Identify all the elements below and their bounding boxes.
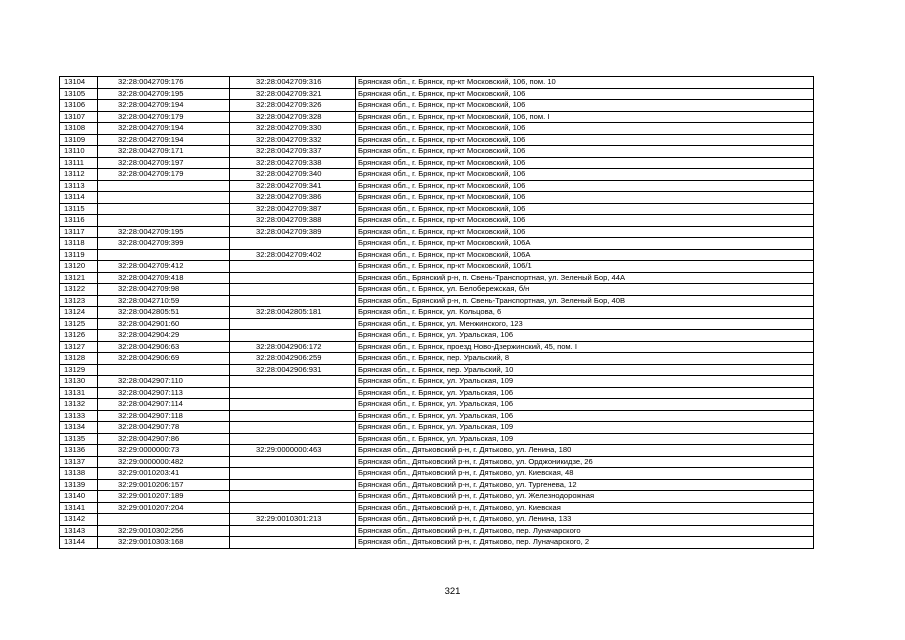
row-number-cell: 13135	[60, 433, 98, 445]
related-cadastral-number-cell	[230, 410, 356, 422]
related-cadastral-number-cell: 32:28:0042709:402	[230, 249, 356, 261]
cadastral-number-cell: 32:29:0010303:168	[98, 537, 230, 549]
related-cadastral-number-cell	[230, 284, 356, 296]
related-cadastral-number-cell	[230, 491, 356, 503]
cadastral-number-cell: 32:28:0042709:179	[98, 169, 230, 181]
related-cadastral-number-cell	[230, 261, 356, 273]
related-cadastral-number-cell: 32:28:0042709:332	[230, 134, 356, 146]
address-cell: Брянская обл., г. Брянск, пр-кт Московский, 106	[356, 226, 814, 238]
related-cadastral-number-cell: 32:28:0042709:387	[230, 203, 356, 215]
table-row	[60, 111, 814, 123]
cadastral-number-cell: 32:28:0042907:86	[98, 433, 230, 445]
table-row	[60, 123, 814, 135]
address-cell: Брянская обл., Брянский р-н, п. Свень-Транспортная, ул. Зеленый Бор, 40В	[356, 295, 814, 307]
row-number-cell: 13142	[60, 514, 98, 526]
row-number-cell: 13116	[60, 215, 98, 227]
cadastral-number-cell: 32:28:0042709:195	[98, 226, 230, 238]
table-row	[60, 364, 814, 376]
row-number-cell: 13112	[60, 169, 98, 181]
address-cell: Брянская обл., г. Брянск, ул. Уральская, 109	[356, 376, 814, 388]
table-row	[60, 491, 814, 503]
table-row	[60, 226, 814, 238]
cadastral-number-cell: 32:28:0042901:60	[98, 318, 230, 330]
address-cell: Брянская обл., Дятьковский р-н, г. Дятьково, ул. Железнодорожная	[356, 491, 814, 503]
related-cadastral-number-cell	[230, 295, 356, 307]
cadastral-number-cell	[98, 249, 230, 261]
table-row	[60, 307, 814, 319]
table-row	[60, 445, 814, 457]
related-cadastral-number-cell	[230, 422, 356, 434]
related-cadastral-number-cell: 32:28:0042709:321	[230, 88, 356, 100]
row-number-cell: 13109	[60, 134, 98, 146]
cadastral-number-cell	[98, 203, 230, 215]
address-cell: Брянская обл., г. Брянск, пр-кт Московский, 106А	[356, 238, 814, 250]
row-number-cell: 13104	[60, 77, 98, 89]
table-row	[60, 341, 814, 353]
row-number-cell: 13140	[60, 491, 98, 503]
address-cell: Брянская обл., Дятьковский р-н, г. Дятьково, ул. Тургенева, 12	[356, 479, 814, 491]
cadastral-number-cell: 32:28:0042907:110	[98, 376, 230, 388]
property-table	[59, 76, 814, 549]
row-number-cell: 13122	[60, 284, 98, 296]
related-cadastral-number-cell: 32:28:0042709:338	[230, 157, 356, 169]
row-number-cell: 13124	[60, 307, 98, 319]
cadastral-number-cell: 32:28:0042709:179	[98, 111, 230, 123]
row-number-cell: 13113	[60, 180, 98, 192]
related-cadastral-number-cell	[230, 399, 356, 411]
table-row	[60, 146, 814, 158]
address-cell: Брянская обл., Дятьковский р-н, г. Дятьково, ул. Ленина, 133	[356, 514, 814, 526]
related-cadastral-number-cell: 32:28:0042906:931	[230, 364, 356, 376]
address-cell: Брянская обл., Дятьковский р-н, г. Дятьково, ул. Ленина, 180	[356, 445, 814, 457]
address-cell: Брянская обл., г. Брянск, пр-кт Московский, 106	[356, 169, 814, 181]
table-row	[60, 537, 814, 549]
row-number-cell: 13126	[60, 330, 98, 342]
cadastral-number-cell: 32:28:0042709:194	[98, 134, 230, 146]
related-cadastral-number-cell	[230, 318, 356, 330]
cadastral-number-cell: 32:28:0042709:197	[98, 157, 230, 169]
cadastral-number-cell: 32:28:0042709:399	[98, 238, 230, 250]
cadastral-number-cell: 32:29:0010207:189	[98, 491, 230, 503]
table-body	[60, 77, 814, 549]
address-cell: Брянская обл., г. Брянск, пр-кт Московский, 106	[356, 215, 814, 227]
cadastral-number-cell: 32:29:0000000:482	[98, 456, 230, 468]
row-number-cell: 13137	[60, 456, 98, 468]
table-row	[60, 376, 814, 388]
address-cell: Брянская обл., г. Брянск, ул. Уральская, 106	[356, 399, 814, 411]
row-number-cell: 13111	[60, 157, 98, 169]
row-number-cell: 13143	[60, 525, 98, 537]
table-row	[60, 353, 814, 365]
address-cell: Брянская обл., Дятьковский р-н, г. Дятьково, ул. Киевская	[356, 502, 814, 514]
row-number-cell: 13107	[60, 111, 98, 123]
table-row	[60, 203, 814, 215]
address-cell: Брянская обл., г. Брянск, пр-кт Московский, 106	[356, 146, 814, 158]
address-cell: Брянская обл., г. Брянск, ул. Уральская, 106	[356, 387, 814, 399]
address-cell: Брянская обл., г. Брянск, пр-кт Московский, 106	[356, 134, 814, 146]
address-cell: Брянская обл., г. Брянск, проезд Ново-Дзержинский, 45, пом. I	[356, 341, 814, 353]
row-number-cell: 13136	[60, 445, 98, 457]
row-number-cell: 13138	[60, 468, 98, 480]
related-cadastral-number-cell: 32:28:0042906:172	[230, 341, 356, 353]
cadastral-number-cell	[98, 180, 230, 192]
row-number-cell: 13110	[60, 146, 98, 158]
row-number-cell: 13105	[60, 88, 98, 100]
table-row	[60, 479, 814, 491]
cadastral-number-cell: 32:28:0042709:195	[98, 88, 230, 100]
row-number-cell: 13120	[60, 261, 98, 273]
cadastral-number-cell: 32:28:0042907:118	[98, 410, 230, 422]
related-cadastral-number-cell: 32:28:0042805:181	[230, 307, 356, 319]
cadastral-number-cell: 32:28:0042710:59	[98, 295, 230, 307]
table-row	[60, 433, 814, 445]
cadastral-number-cell: 32:28:0042709:418	[98, 272, 230, 284]
table-row	[60, 272, 814, 284]
table-row	[60, 422, 814, 434]
table-row	[60, 330, 814, 342]
address-cell: Брянская обл., г. Брянск, пр-кт Московский, 106	[356, 157, 814, 169]
cadastral-number-cell: 32:28:0042709:412	[98, 261, 230, 273]
row-number-cell: 13144	[60, 537, 98, 549]
cadastral-number-cell: 32:29:0000000:73	[98, 445, 230, 457]
related-cadastral-number-cell	[230, 537, 356, 549]
cadastral-number-cell	[98, 364, 230, 376]
row-number-cell: 13141	[60, 502, 98, 514]
related-cadastral-number-cell	[230, 433, 356, 445]
related-cadastral-number-cell	[230, 525, 356, 537]
cadastral-number-cell: 32:28:0042906:63	[98, 341, 230, 353]
related-cadastral-number-cell	[230, 456, 356, 468]
cadastral-number-cell: 32:28:0042709:194	[98, 100, 230, 112]
table-row	[60, 456, 814, 468]
table-row	[60, 295, 814, 307]
related-cadastral-number-cell	[230, 330, 356, 342]
address-cell: Брянская обл., г. Брянск, пер. Уральский, 10	[356, 364, 814, 376]
cadastral-number-cell: 32:28:0042906:69	[98, 353, 230, 365]
table-row	[60, 100, 814, 112]
address-cell: Брянская обл., г. Брянск, ул. Уральская, 106	[356, 410, 814, 422]
address-cell: Брянская обл., Дятьковский р-н, г. Дятьково, пер. Луначарского	[356, 525, 814, 537]
cadastral-number-cell: 32:28:0042709:171	[98, 146, 230, 158]
address-cell: Брянская обл., г. Брянск, пр-кт Московский, 106, пом. I	[356, 111, 814, 123]
address-cell: Брянская обл., г. Брянск, пр-кт Московский, 106	[356, 192, 814, 204]
row-number-cell: 13119	[60, 249, 98, 261]
row-number-cell: 13133	[60, 410, 98, 422]
address-cell: Брянская обл., Дятьковский р-н, г. Дятьково, пер. Луначарского, 2	[356, 537, 814, 549]
row-number-cell: 13130	[60, 376, 98, 388]
row-number-cell: 13127	[60, 341, 98, 353]
table-row	[60, 284, 814, 296]
page-number: 321	[444, 586, 461, 597]
table-row	[60, 192, 814, 204]
address-cell: Брянская обл., Брянский р-н, п. Свень-Транспортная, ул. Зеленый Бор, 44А	[356, 272, 814, 284]
table-row	[60, 88, 814, 100]
related-cadastral-number-cell: 32:28:0042709:340	[230, 169, 356, 181]
row-number-cell: 13118	[60, 238, 98, 250]
related-cadastral-number-cell	[230, 502, 356, 514]
address-cell: Брянская обл., Дятьковский р-н, г. Дятьково, ул. Киевская, 48	[356, 468, 814, 480]
table-row	[60, 387, 814, 399]
address-cell: Брянская обл., г. Брянск, ул. Менжинского, 123	[356, 318, 814, 330]
cadastral-number-cell	[98, 192, 230, 204]
row-number-cell: 13108	[60, 123, 98, 135]
cadastral-number-cell: 32:28:0042709:176	[98, 77, 230, 89]
address-cell: Брянская обл., г. Брянск, ул. Уральская, 106	[356, 330, 814, 342]
row-number-cell: 13125	[60, 318, 98, 330]
table-row	[60, 502, 814, 514]
table-row	[60, 134, 814, 146]
cadastral-number-cell: 32:28:0042805:51	[98, 307, 230, 319]
table-row	[60, 238, 814, 250]
cadastral-number-cell	[98, 215, 230, 227]
address-cell: Брянская обл., г. Брянск, пр-кт Московский, 106	[356, 100, 814, 112]
address-cell: Брянская обл., г. Брянск, пр-кт Московский, 106, пом. 10	[356, 77, 814, 89]
table-row	[60, 410, 814, 422]
row-number-cell: 13128	[60, 353, 98, 365]
related-cadastral-number-cell	[230, 272, 356, 284]
related-cadastral-number-cell: 32:28:0042709:386	[230, 192, 356, 204]
address-cell: Брянская обл., г. Брянск, пр-кт Московский, 106	[356, 180, 814, 192]
address-cell: Брянская обл., г. Брянск, пер. Уральский, 8	[356, 353, 814, 365]
related-cadastral-number-cell: 32:29:0010301:213	[230, 514, 356, 526]
table-row	[60, 318, 814, 330]
related-cadastral-number-cell: 32:28:0042709:326	[230, 100, 356, 112]
cadastral-number-cell: 32:28:0042907:78	[98, 422, 230, 434]
cadastral-number-cell: 32:28:0042907:114	[98, 399, 230, 411]
row-number-cell: 13131	[60, 387, 98, 399]
cadastral-number-cell: 32:28:0042709:194	[98, 123, 230, 135]
row-number-cell: 13123	[60, 295, 98, 307]
related-cadastral-number-cell	[230, 468, 356, 480]
related-cadastral-number-cell	[230, 238, 356, 250]
address-cell: Брянская обл., г. Брянск, ул. Белобережская, б/н	[356, 284, 814, 296]
table-row	[60, 261, 814, 273]
address-cell: Брянская обл., Дятьковский р-н, г. Дятьково, ул. Орджоникидзе, 26	[356, 456, 814, 468]
address-cell: Брянская обл., г. Брянск, ул. Кольцова, 6	[356, 307, 814, 319]
related-cadastral-number-cell: 32:29:0000000:463	[230, 445, 356, 457]
address-cell: Брянская обл., г. Брянск, пр-кт Московский, 106	[356, 123, 814, 135]
row-number-cell: 13114	[60, 192, 98, 204]
table-row	[60, 77, 814, 89]
address-cell: Брянская обл., г. Брянск, ул. Уральская, 109	[356, 422, 814, 434]
cadastral-number-cell: 32:29:0010206:157	[98, 479, 230, 491]
row-number-cell: 13129	[60, 364, 98, 376]
cadastral-number-cell: 32:29:0010207:204	[98, 502, 230, 514]
address-cell: Брянская обл., г. Брянск, ул. Уральская, 109	[356, 433, 814, 445]
table-row	[60, 180, 814, 192]
table-row	[60, 514, 814, 526]
cadastral-number-cell: 32:28:0042904:29	[98, 330, 230, 342]
related-cadastral-number-cell: 32:28:0042906:259	[230, 353, 356, 365]
related-cadastral-number-cell: 32:28:0042709:328	[230, 111, 356, 123]
row-number-cell: 13106	[60, 100, 98, 112]
related-cadastral-number-cell	[230, 376, 356, 388]
related-cadastral-number-cell	[230, 387, 356, 399]
cadastral-number-cell: 32:29:0010302:256	[98, 525, 230, 537]
row-number-cell: 13121	[60, 272, 98, 284]
table-row	[60, 249, 814, 261]
cadastral-number-cell	[98, 514, 230, 526]
address-cell: Брянская обл., г. Брянск, пр-кт Московский, 106А	[356, 249, 814, 261]
related-cadastral-number-cell: 32:28:0042709:388	[230, 215, 356, 227]
row-number-cell: 13117	[60, 226, 98, 238]
address-cell: Брянская обл., г. Брянск, пр-кт Московский, 106	[356, 203, 814, 215]
row-number-cell: 13134	[60, 422, 98, 434]
row-number-cell: 13115	[60, 203, 98, 215]
related-cadastral-number-cell	[230, 479, 356, 491]
table-row	[60, 525, 814, 537]
table-row	[60, 169, 814, 181]
address-cell: Брянская обл., г. Брянск, пр-кт Московский, 106	[356, 88, 814, 100]
row-number-cell: 13139	[60, 479, 98, 491]
cadastral-number-cell: 32:29:0010203:41	[98, 468, 230, 480]
related-cadastral-number-cell: 32:28:0042709:341	[230, 180, 356, 192]
table-row	[60, 399, 814, 411]
related-cadastral-number-cell: 32:28:0042709:389	[230, 226, 356, 238]
table-row	[60, 468, 814, 480]
related-cadastral-number-cell: 32:28:0042709:316	[230, 77, 356, 89]
cadastral-number-cell: 32:28:0042709:98	[98, 284, 230, 296]
table-row	[60, 157, 814, 169]
related-cadastral-number-cell: 32:28:0042709:330	[230, 123, 356, 135]
address-cell: Брянская обл., г. Брянск, пр-кт Московский, 106/1	[356, 261, 814, 273]
table-row	[60, 215, 814, 227]
cadastral-number-cell: 32:28:0042907:113	[98, 387, 230, 399]
related-cadastral-number-cell: 32:28:0042709:337	[230, 146, 356, 158]
row-number-cell: 13132	[60, 399, 98, 411]
